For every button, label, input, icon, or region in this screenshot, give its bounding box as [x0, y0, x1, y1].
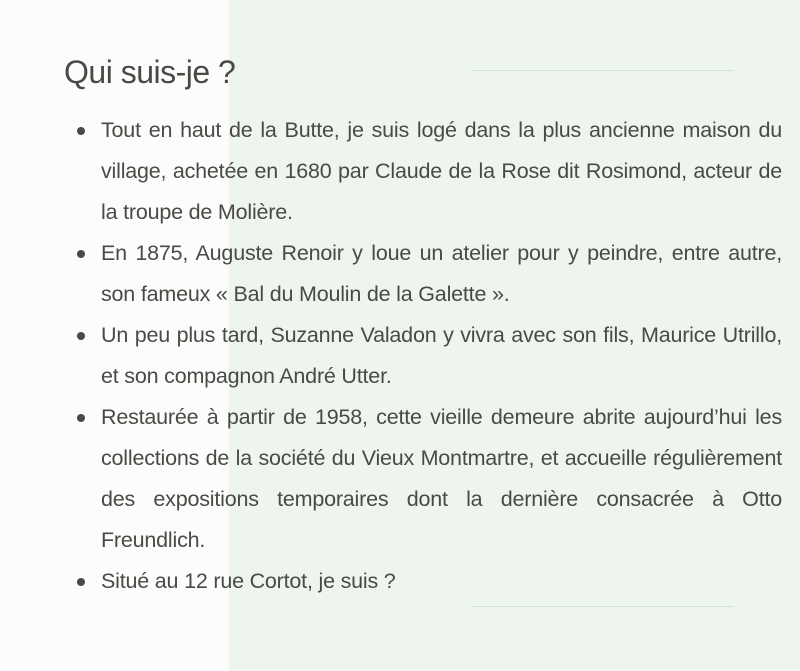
list-item-text: Tout en haut de la Butte, je suis logé dans la plus ancienne maison du village, achetée en 1680 par Claude de la Rose dit Rosimond, acteur de la troupe de Molière. — [101, 118, 782, 224]
list-item — [101, 110, 782, 233]
page-title: Qui suis-je ? — [64, 54, 236, 90]
bullet-icon — [77, 332, 85, 340]
list-item — [101, 561, 782, 602]
list-item — [101, 233, 782, 315]
list-item — [101, 315, 782, 397]
bullet-icon — [77, 250, 85, 258]
bullet-list — [101, 110, 782, 602]
list-item-text: Un peu plus tard, Suzanne Valadon y vivra avec son fils, Maurice Utrillo, et son compagnon André Utter. — [101, 323, 782, 388]
list-item-text: Restaurée à partir de 1958, cette vieille demeure abrite aujourd’hui les collections de la société du Vieux Montmartre, et accueille régulièrement des expositions temporaires dont la dernière consacrée à Otto Freundlich. — [101, 405, 782, 552]
bullet-icon — [77, 127, 85, 135]
bullet-icon — [77, 414, 85, 422]
list-item — [101, 397, 782, 561]
bottom-divider — [472, 606, 734, 607]
bullet-icon — [77, 578, 85, 586]
list-item-text: Situé au 12 rue Cortot, je suis ? — [101, 569, 396, 593]
top-divider — [472, 70, 734, 71]
list-item-text: En 1875, Auguste Renoir y loue un atelier pour y peindre, entre autre, son fameux « Bal du Moulin de la Galette ». — [101, 241, 782, 306]
